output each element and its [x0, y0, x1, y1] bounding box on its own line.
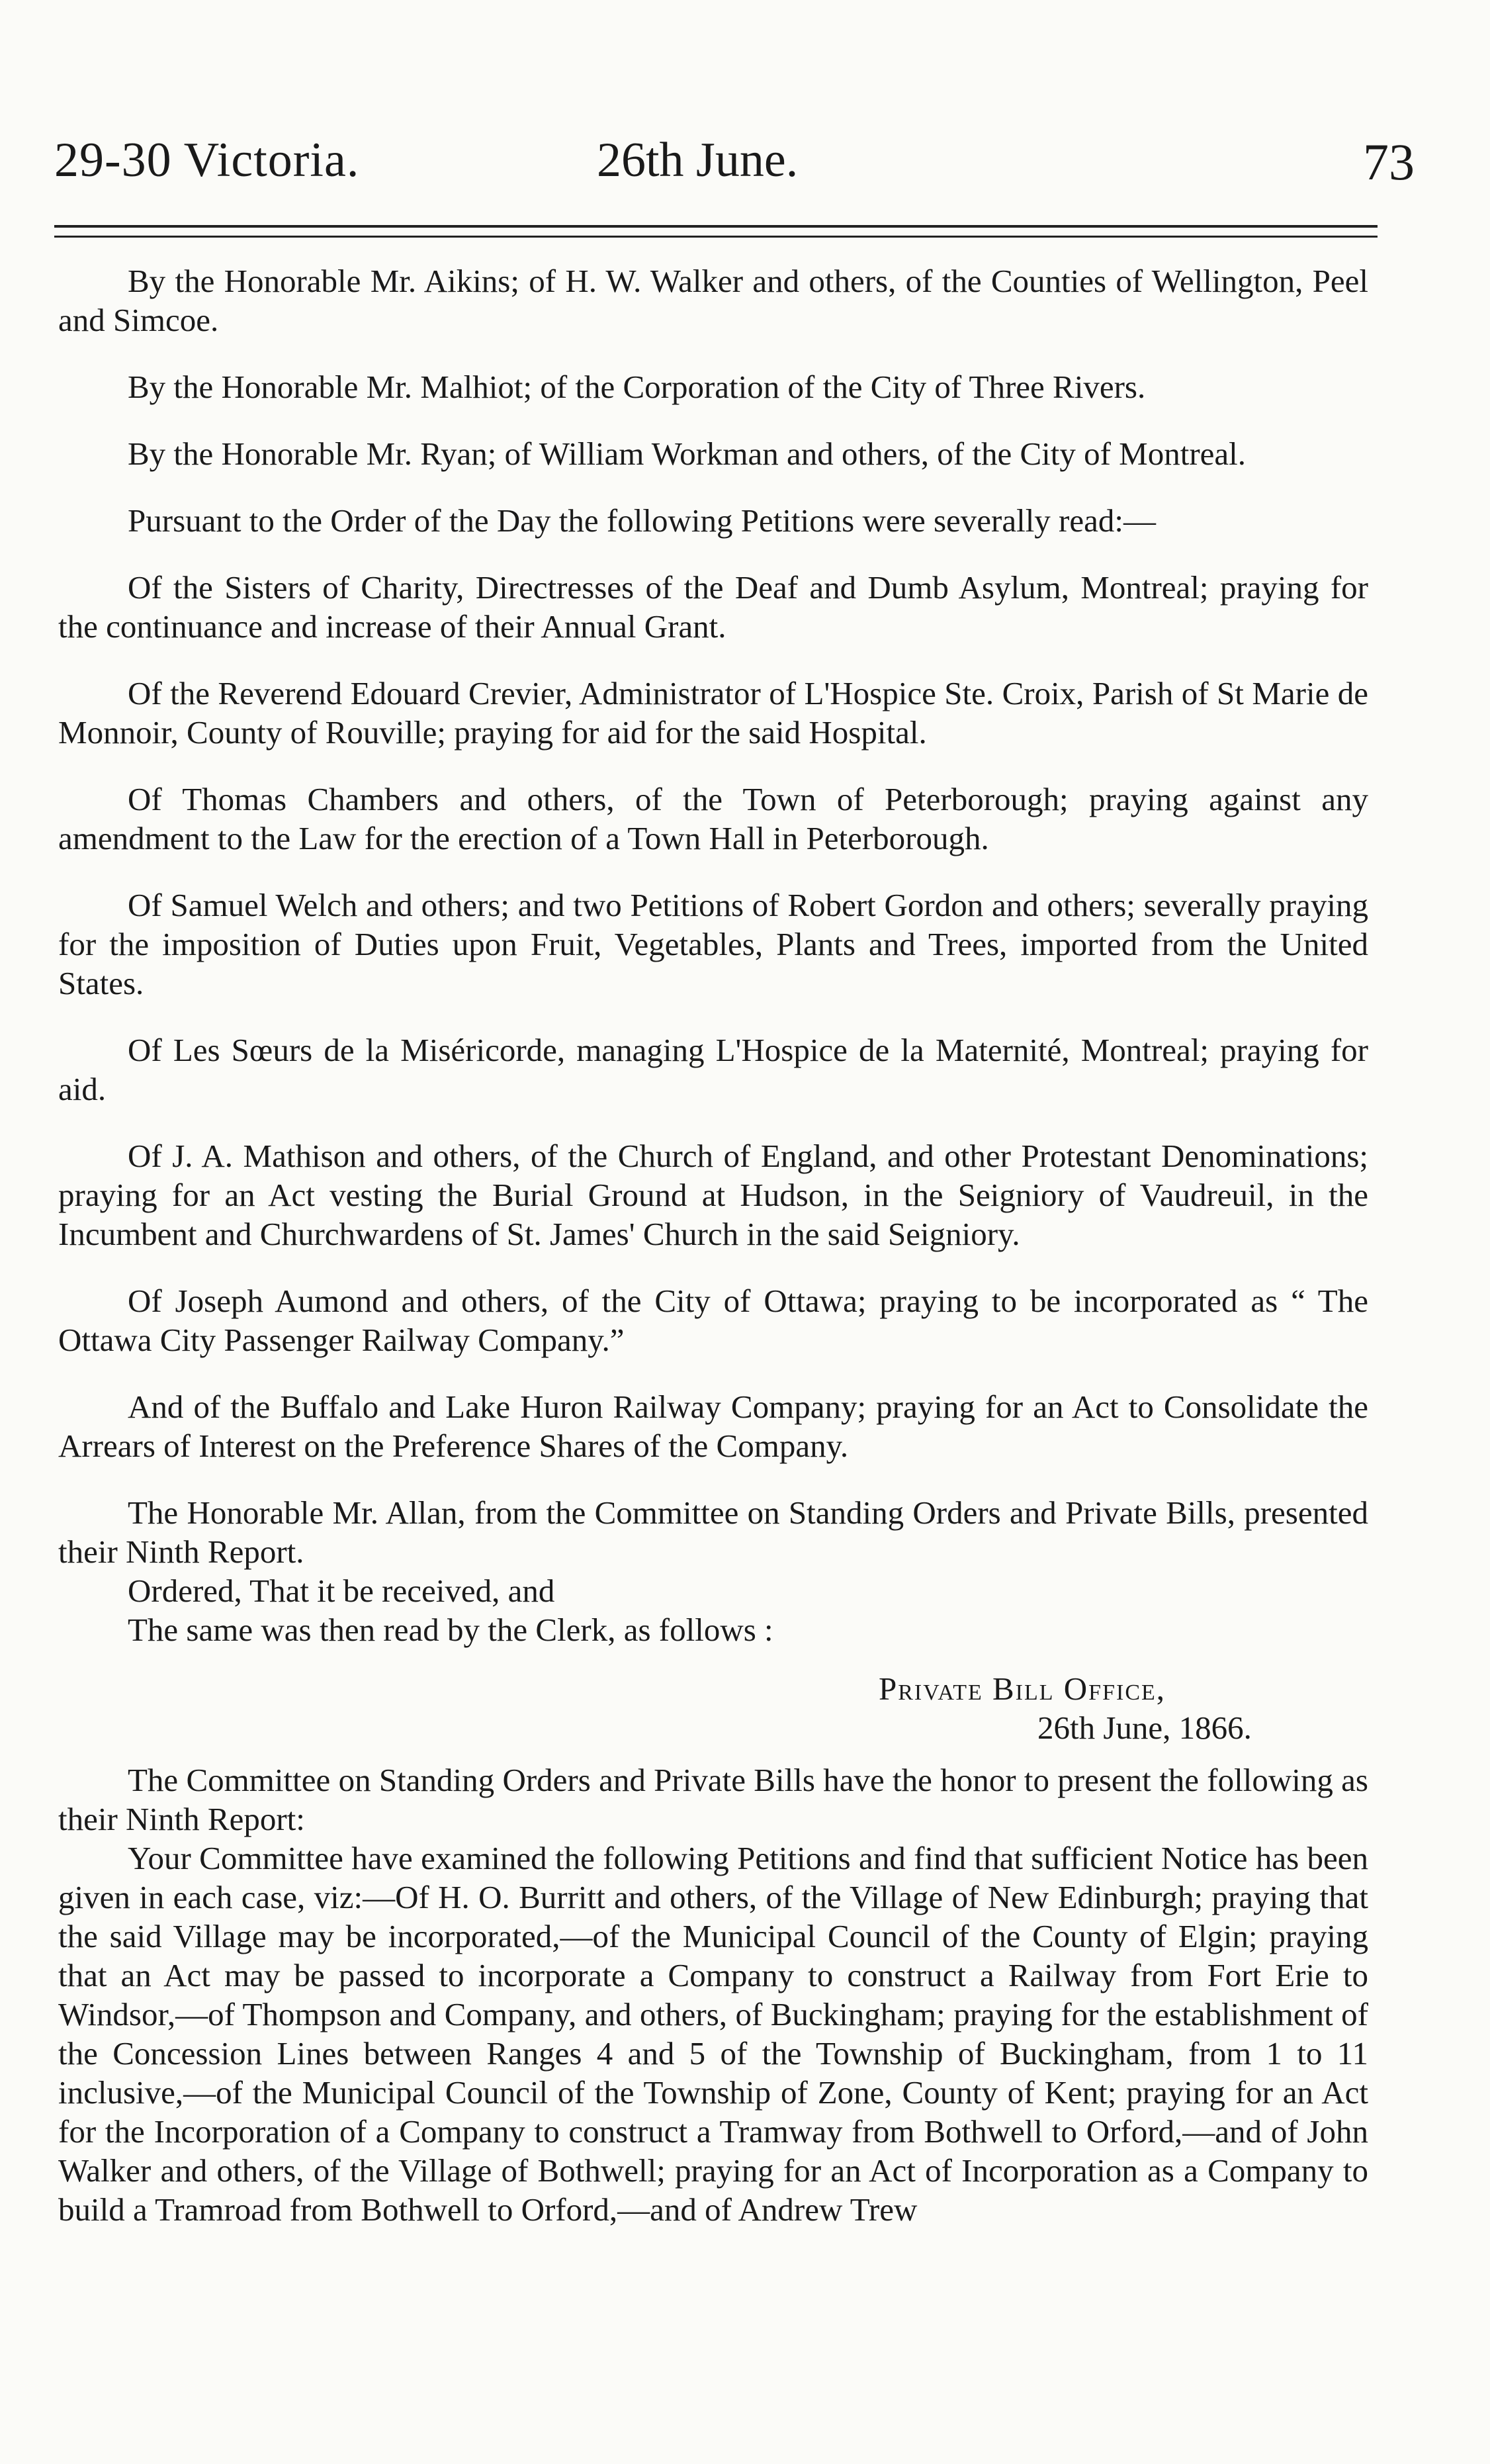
report-read: The same was then read by the Clerk, as follows : [128, 1612, 773, 1648]
paragraph: By the Honorable Mr. Malhiot; of the Corporation of the City of Three Rivers. [128, 369, 1146, 405]
paragraph: Of Les Sœurs de la Miséricorde, managing L'Hospice de la Maternité, Montreal; praying for aid. [58, 1032, 1368, 1107]
paragraph: By the Honorable Mr. Aikins; of H. W. Walker and others, of the Counties of Wellington, Peel and Simcoe. [58, 263, 1368, 338]
header-rule [54, 225, 1378, 228]
paragraph: Of J. A. Mathison and others, of the Church of England, and other Protestant Denominations; praying for an Act vesting the Burial Ground at Hudson, in the Seigniory of Vaudreuil, in the Incumbent and Churchwardens of St. James' Church in the said Seigniory. [58, 1138, 1368, 1252]
report-paragraph: Your Committee have examined the following Petitions and find that sufficient Notice has been given in each case, viz:—Of H. O. Burritt and others, of the Village of New Edinburgh; praying that the said Village may be incorporated,—of the Municipal Council of the County of Elgin; praying that an Act may be passed to incorporate a Company to construct a Railway from Fort Erie to Windsor,—of Thompson and Company, and others, of Buckingham; praying for the establishment of the Concession Lines between Ranges 4 and 5 of the Township of Buckingham, from 1 to 11 inclusive,—of the Municipal Council of the Township of Zone, County of Kent; praying for an Act for the Incorporation of a Company to construct a Tramway from Bothwell to Orford,—and of John Walker and others, of the Village of Bothwell; praying for an Act of Incorporation as a Company to build a Tramroad from Bothwell to Orford,—and of Andrew Trew [58, 1840, 1368, 2228]
report-paragraph: The Committee on Standing Orders and Private Bills have the honor to present the following as their Ninth Report: [58, 1762, 1368, 1837]
paragraph: Of Thomas Chambers and others, of the Town of Peterborough; praying against any amendment to the Law for the erection of a Town Hall in Peterborough. [58, 781, 1368, 856]
paragraph: And of the Buffalo and Lake Huron Railway Company; praying for an Act to Consolidate the Arrears of Interest on the Preference Shares of the Company. [58, 1389, 1368, 1464]
report-ordered: Ordered, That it be received, and [128, 1573, 555, 1609]
office-heading [58, 1669, 1368, 1747]
page-body [58, 261, 1368, 2229]
page-number: 73 [1363, 133, 1415, 191]
report-presented: The Honorable Mr. Allan, from the Committee on Standing Orders and Private Bills, presented their Ninth Report. [58, 1494, 1368, 1570]
paragraph: Of Joseph Aumond and others, of the City of Ottawa; praying to be incorporated as “ The Ottawa City Passenger Railway Company.” [58, 1283, 1368, 1358]
running-title: 29-30 Victoria. [54, 133, 360, 187]
paragraph: Of Samuel Welch and others; and two Petitions of Robert Gordon and others; severally praying for the imposition of Duties upon Fruit, Vegetables, Plants and Trees, imported from the United States. [58, 887, 1368, 1001]
paragraph: Of the Sisters of Charity, Directresses of the Deaf and Dumb Asylum, Montreal; praying for the continuance and increase of their Annual Grant. [58, 569, 1368, 645]
paragraph: Of the Reverend Edouard Crevier, Administrator of L'Hospice Ste. Croix, Parish of St Marie de Monnoir, County of Rouville; praying for aid for the said Hospital. [58, 675, 1368, 751]
office-date: 26th June, 1866. [1037, 1710, 1252, 1746]
page-header [54, 132, 1430, 205]
header-rule-double [54, 236, 1378, 238]
paragraph: By the Honorable Mr. Ryan; of William Workman and others, of the City of Montreal. [128, 435, 1247, 472]
paragraph: Pursuant to the Order of the Day the following Petitions were severally read:— [128, 502, 1156, 539]
office-name: Private Bill Office, [879, 1670, 1166, 1707]
running-date: 26th June. [597, 133, 799, 187]
